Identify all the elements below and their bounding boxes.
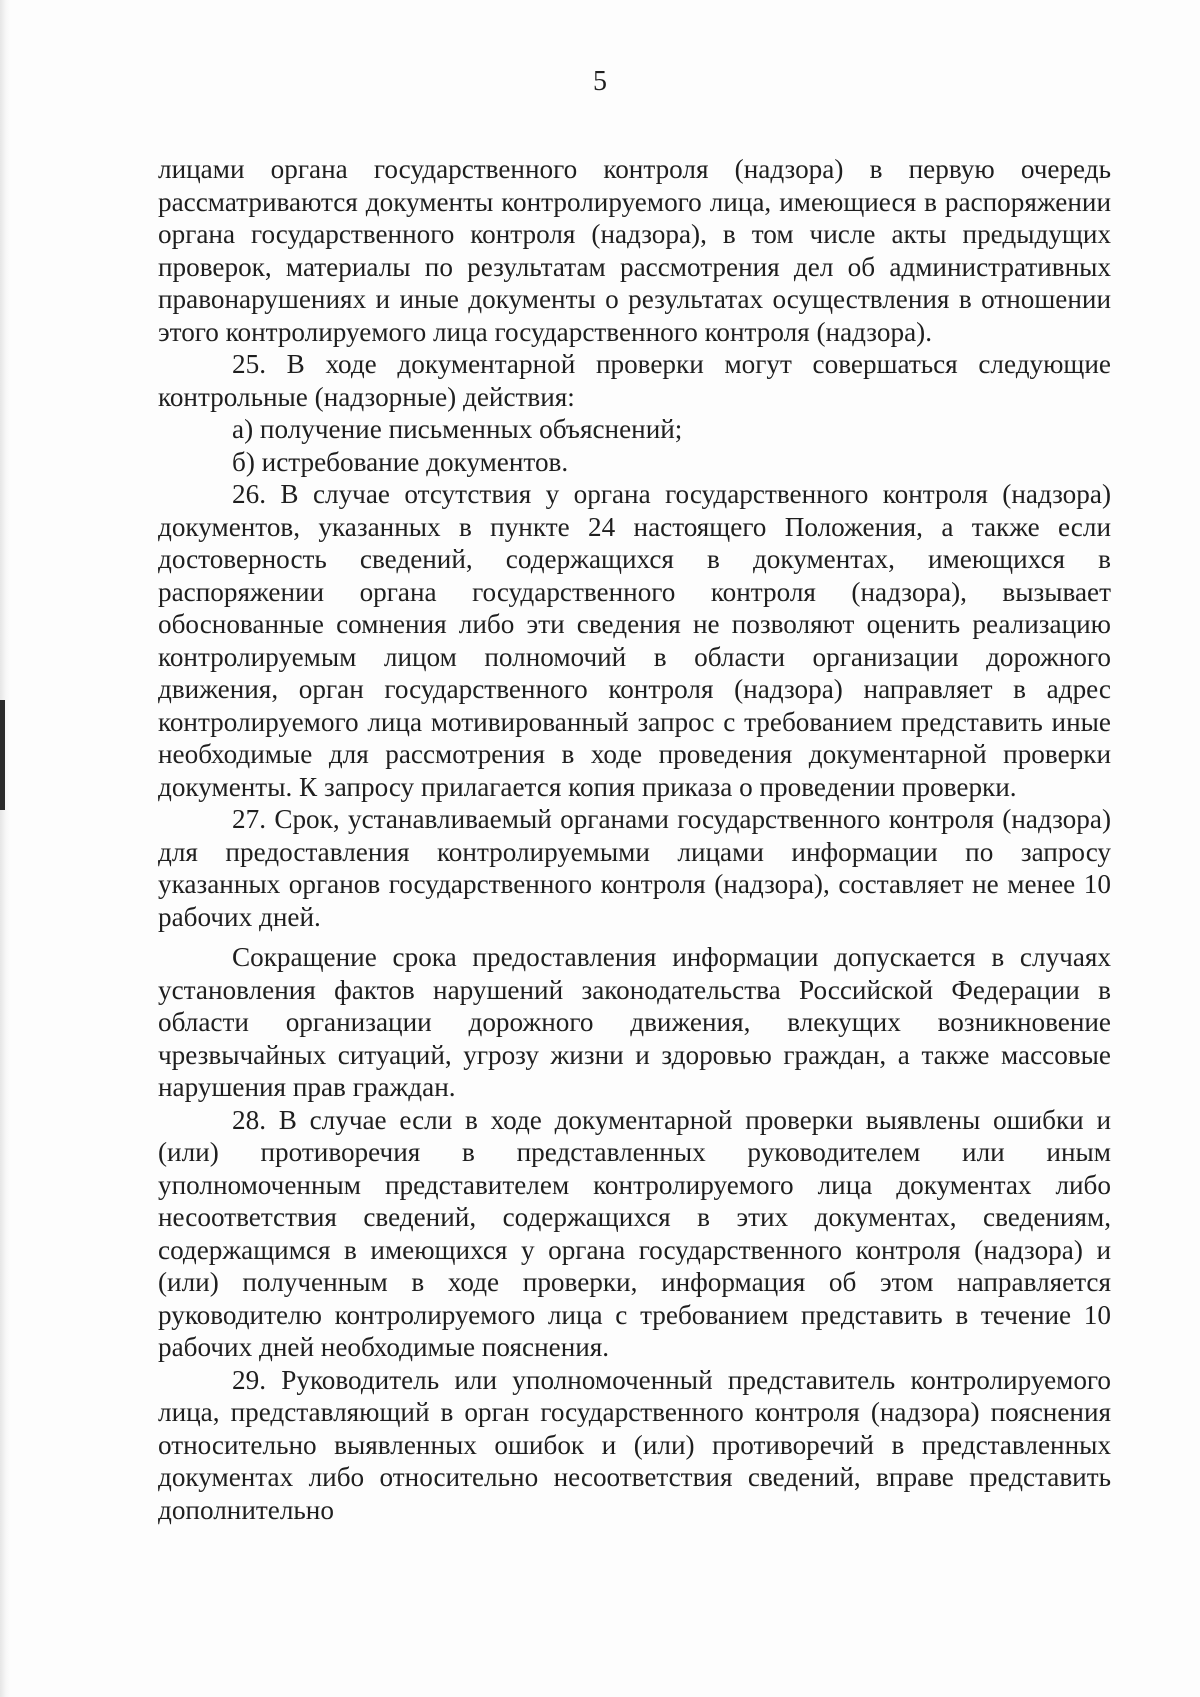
- paragraph-25: 25. В ходе документарной проверки могут совершаться следующие контрольные (надзорные) действия:: [158, 349, 1111, 412]
- scan-edge: [0, 0, 10, 1697]
- document-body: [158, 153, 1111, 1526]
- page-number: 5: [593, 66, 607, 97]
- paragraph-27-part-2: Сокращение срока предоставления информации допускается в случаях установления фактов нарушений законодательства Российской Федерации в области организации дорожного движения, влекущих возникновение чрезвычайных ситуаций, угрозу жизни и здоровью граждан, а также массовые нарушения прав граждан.: [158, 942, 1111, 1102]
- paragraph-28: 28. В случае если в ходе документарной проверки выявлены ошибки и (или) противоречия в представленных руководителем или иным уполномоченным представителем контролируемого лица документах либо несоответствия сведений, содержащихся в этих документах, сведениям, содержащимся в имеющихся у органа государственного контроля (надзора) и (или) полученным в ходе проверки, информация об этом направляется руководителю контролируемого лица с требованием представить в течение 10 рабочих дней необходимые пояснения.: [158, 1104, 1111, 1362]
- paragraph-continuation: лицами органа государственного контроля (надзора) в первую очередь рассматриваются документы контролируемого лица, имеющиеся в распоряжении органа государственного контроля (надзора), в том числе акты предыдущих проверок, материалы по результатам рассмотрения дел об административных правонарушениях и иные документы о результатах осуществления в отношении этого контролируемого лица государственного контроля (надзора).: [158, 154, 1111, 347]
- list-item-a: а) получение письменных объяснений;: [232, 414, 683, 444]
- scan-mark: [0, 700, 5, 810]
- paragraph-27: 27. Срок, устанавливаемый органами государственного контроля (надзора) для предоставления контролируемыми лицами информации по запросу указанных органов государственного контроля (надзора), составляет не менее 10 рабочих дней.: [158, 804, 1111, 932]
- paragraph-26: 26. В случае отсутствия у органа государственного контроля (надзора) документов, указанных в пункте 24 настоящего Положения, а также если достоверность сведений, содержащихся в документах, имеющихся в распоряжении органа государственного контроля (надзора), вызывает обоснованные сомнения либо эти сведения не позволяют оценить реализацию контролируемым лицом полномочий в области организации дорожного движения, орган государственного контроля (надзора) направляет в адрес контролируемого лица мотивированный запрос с требованием представить иные необходимые для рассмотрения в ходе проведения документарной проверки документы. К запросу прилагается копия приказа о проведении проверки.: [158, 479, 1111, 802]
- list-item-b: б) истребование документов.: [232, 446, 569, 477]
- paragraph-29: 29. Руководитель или уполномоченный представитель контролируемого лица, представляющий в орган государственного контроля (надзора) пояснения относительно выявленных ошибок и (или) противоречий в представленных документах либо относительно несоответствия сведений, вправе представить дополнительно: [158, 1364, 1111, 1525]
